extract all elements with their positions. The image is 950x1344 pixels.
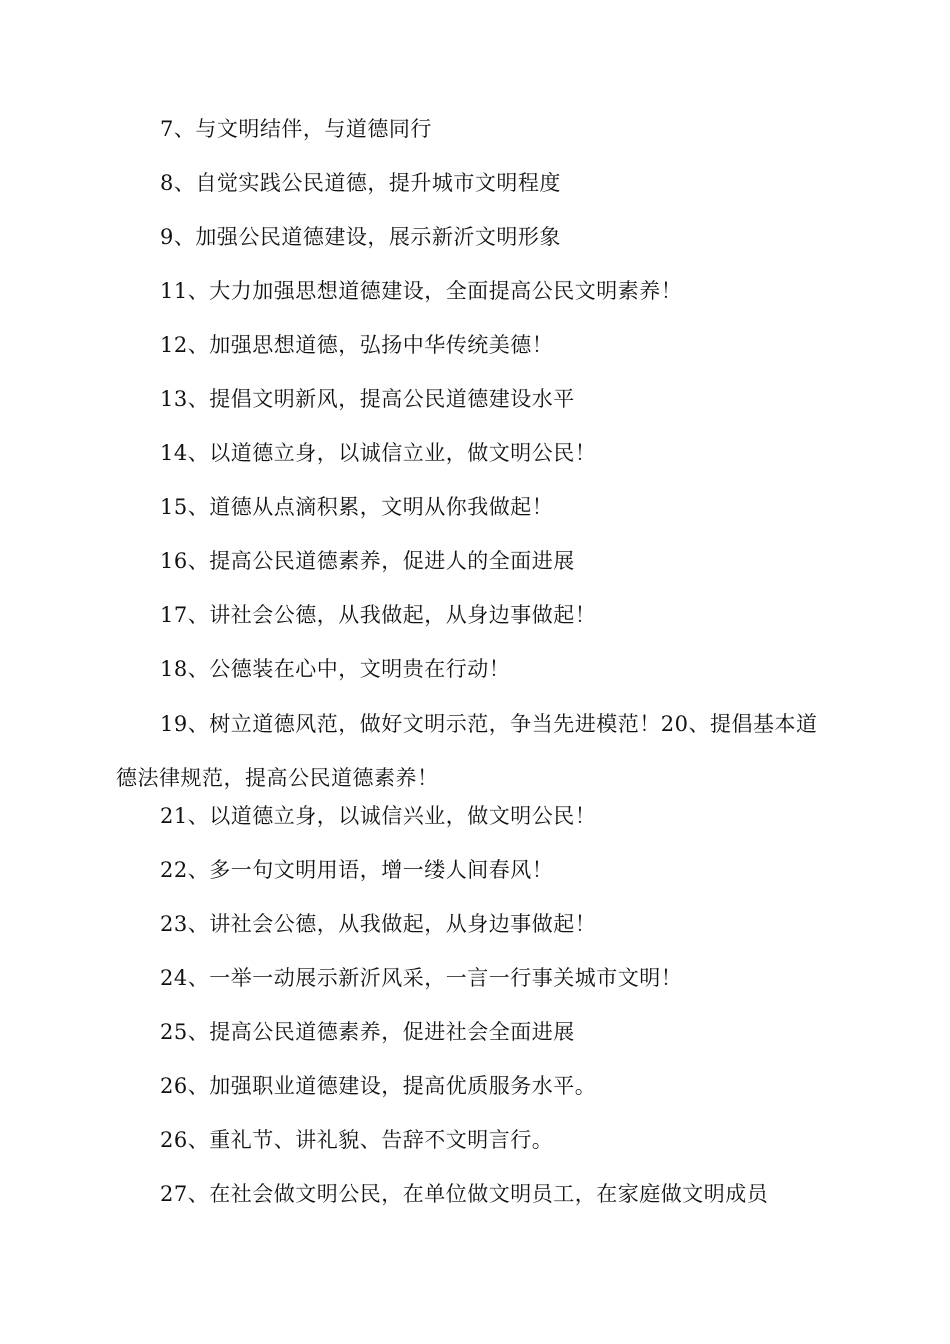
slogan-line: 26、重礼节、讲礼貌、告辞不文明言行。 (160, 1128, 554, 1152)
slogan-line: 8、自觉实践公民道德，提升城市文明程度 (160, 171, 561, 195)
slogan-line: 18、公德装在心中，文明贵在行动！ (160, 657, 511, 681)
slogan-line: 11、大力加强思想道德建设，全面提高公民文明素养！ (160, 279, 683, 303)
slogan-line: 12、加强思想道德，弘扬中华传统美德！ (160, 333, 554, 357)
slogan-line: 24、一举一动展示新沂风采，一言一行事关城市文明！ (160, 966, 683, 990)
slogan-line: 9、加强公民道德建设，展示新沂文明形象 (160, 225, 561, 249)
slogan-line: 14、以道德立身，以诚信立业，做文明公民！ (160, 441, 597, 465)
slogan-line: 16、提高公民道德素养，促进人的全面进展 (160, 549, 575, 573)
slogan-line: 15、道德从点滴积累，文明从你我做起！ (160, 495, 554, 519)
slogan-line: 13、提倡文明新风，提高公民道德建设水平 (160, 387, 575, 411)
slogan-paragraph-wrapped: 19、树立道德风范，做好文明示范，争当先进模范！20、提倡基本道德法律规范，提高公民道德素养！ (116, 712, 818, 790)
slogan-line: 23、讲社会公德，从我做起，从身边事做起！ (160, 912, 597, 936)
slogan-line: 17、讲社会公德，从我做起，从身边事做起！ (160, 603, 597, 627)
slogan-line: 25、提高公民道德素养，促进社会全面进展 (160, 1020, 575, 1044)
slogan-line: 22、多一句文明用语，增一缕人间春风！ (160, 858, 554, 882)
slogan-line: 27、在社会做文明公民，在单位做文明员工，在家庭做文明成员 (160, 1182, 769, 1206)
slogan-line: 7、与文明结伴，与道德同行 (160, 117, 432, 141)
slogan-line: 26、加强职业道德建设，提高优质服务水平。 (160, 1074, 597, 1098)
slogan-line: 21、以道德立身，以诚信兴业，做文明公民！ (160, 804, 597, 828)
